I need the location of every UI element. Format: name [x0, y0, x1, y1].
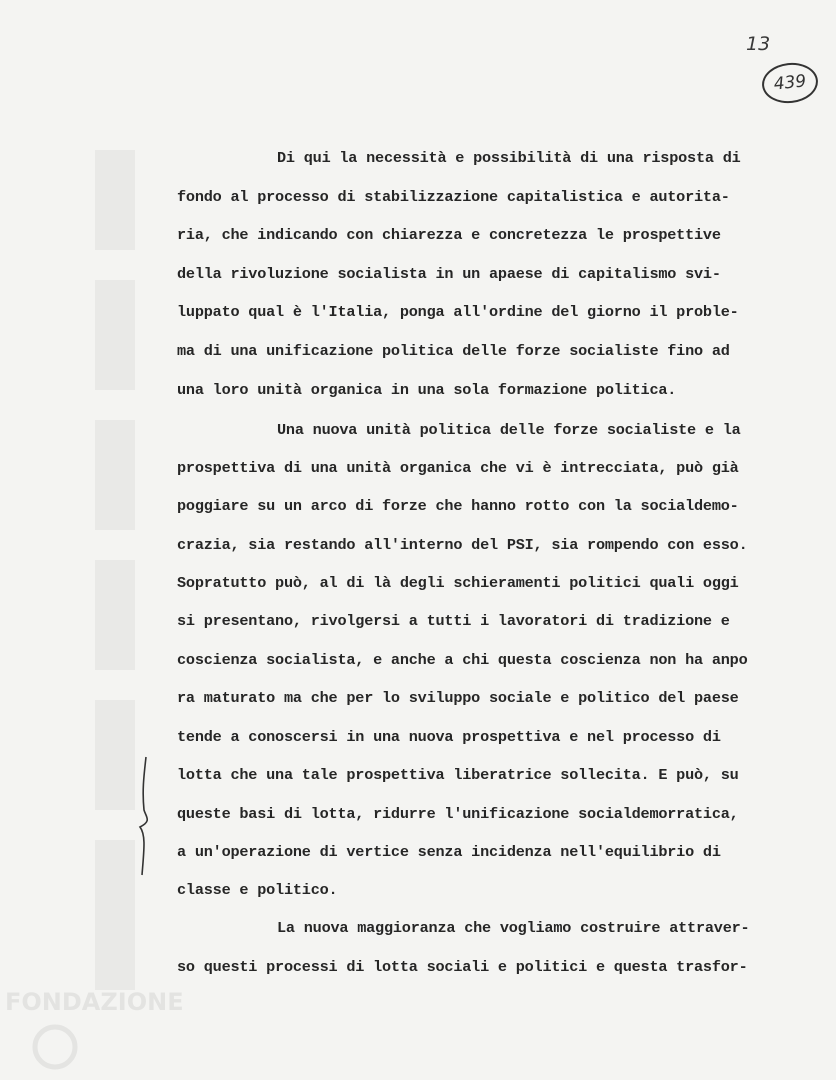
text-line: una loro unità organica in una sola formazione politica.: [177, 381, 677, 399]
circled-page-number: 439: [760, 60, 820, 106]
text-line: crazia, sia restando all'interno del PSI, sia rompendo con esso.: [177, 536, 748, 554]
handwritten-margin-bracket: [130, 755, 160, 880]
text-line: ria, che indicando con chiarezza e concretezza le prospettive: [177, 226, 721, 244]
pencil-page-number: 13: [746, 33, 771, 55]
watermark-letter-shape: [95, 840, 135, 990]
text-line: La nuova maggioranza che vogliamo costruire attraver-: [277, 919, 750, 937]
watermark-letter-shape: [95, 420, 135, 530]
text-line: della rivoluzione socialista in un apaese di capitalismo svi-: [177, 265, 721, 283]
text-line: tende a conoscersi in una nuova prospettiva e nel processo di: [177, 728, 721, 746]
text-line: ma di una unificazione politica delle forze socialiste fino ad: [177, 342, 730, 360]
watermark-letter-shape: [95, 280, 135, 390]
watermark-letter-shape: [95, 150, 135, 250]
text-line: queste basi di lotta, ridurre l'unificazione socialdemorratica,: [177, 805, 739, 823]
text-line: prospettiva di una unità organica che vi è intrecciata, può già: [177, 459, 739, 477]
text-line: Sopratutto può, al di là degli schieramenti politici quali oggi: [177, 574, 739, 592]
text-line: ra maturato ma che per lo sviluppo sociale e politico del paese: [177, 689, 739, 707]
watermark-text: FONDAZIONE: [5, 988, 184, 1016]
watermark-letter-shape: [95, 700, 135, 810]
text-line: so questi processi di lotta sociali e politici e questa trasfor-: [177, 958, 748, 976]
text-line: lotta che una tale prospettiva liberatrice sollecita. E può, su: [177, 766, 739, 784]
text-line: luppato qual è l'Italia, ponga all'ordine del giorno il proble-: [177, 303, 739, 321]
text-line: si presentano, rivolgersi a tutti i lavoratori di tradizione e: [177, 612, 730, 630]
watermark-letter-shape: [95, 560, 135, 670]
text-line: fondo al processo di stabilizzazione capitalistica e autorita-: [177, 188, 730, 206]
text-line: Una nuova unità politica delle forze socialiste e la: [277, 421, 741, 439]
text-line: poggiare su un arco di forze che hanno rotto con la socialdemo-: [177, 497, 739, 515]
text-line: coscienza socialista, e anche a chi questa coscienza non ha anpo: [177, 651, 748, 669]
text-line: a un'operazione di vertice senza incidenza nell'equilibrio di: [177, 843, 721, 861]
foundation-logo-watermark: [0, 985, 260, 1080]
text-line: Di qui la necessità e possibilità di una risposta di: [277, 149, 741, 167]
text-line: classe e politico.: [177, 881, 338, 899]
